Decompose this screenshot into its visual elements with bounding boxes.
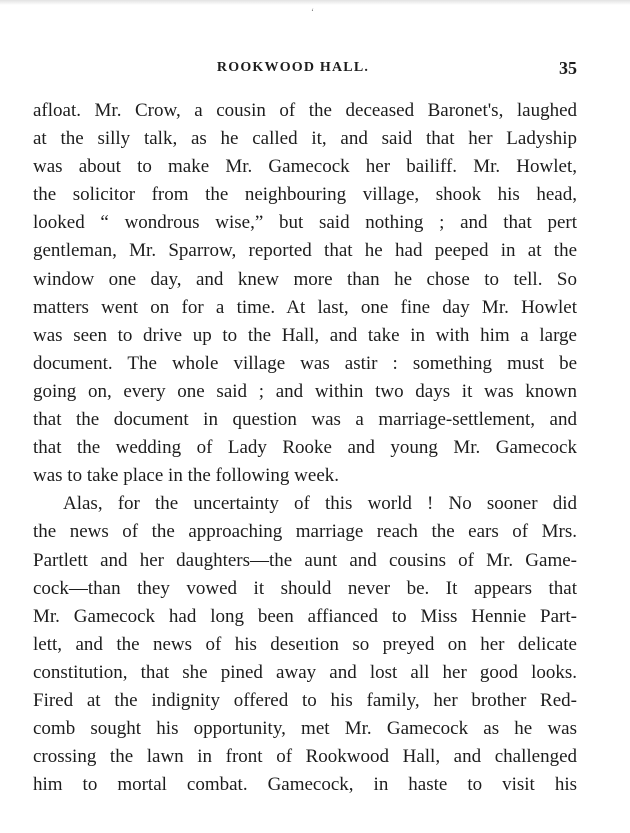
text-line: cock—than they vowed it should never be. It appears that [33, 577, 577, 599]
running-title: ROOKWOOD HALL. [216, 60, 370, 75]
text-line: constitution, that she pined away and lost all her good looks. [33, 661, 577, 683]
text-line: going on, every one said ; and within two days it was known [33, 380, 577, 402]
text-line: document. The whole village was astir : something must be [33, 352, 577, 374]
body-text [33, 97, 577, 799]
text-line: crossing the lawn in front of Rookwood Hall, and challenged [33, 746, 577, 768]
text-line: comb sought his opportunity, met Mr. Gamecock as he was [33, 718, 577, 740]
text-line: gentleman, Mr. Sparrow, reported that he had peeped in at the [33, 240, 577, 262]
text-line: was to take place in the following week. [33, 465, 340, 487]
text-line: was about to make Mr. Gamecock her bailiff. Mr. Howlet, [33, 156, 577, 178]
text-line: lett, and the news of his deseıtion so preyed on her delicate [33, 633, 577, 655]
text-line: window one day, and knew more than he chose to tell. So [33, 268, 577, 290]
page-number: 35 [559, 58, 577, 78]
text-line: that the document in question was a marriage-settlement, and [33, 409, 577, 431]
text-line: the solicitor from the neighbouring village, shook his head, [33, 184, 577, 206]
scan-speck: ‘ [311, 7, 314, 17]
text-line: looked “ wondrous wise,” but said nothing ; and that pert [33, 212, 577, 234]
paragraph-2 [33, 490, 577, 799]
text-line: the news of the approaching marriage reach the ears of Mrs. [33, 521, 577, 543]
text-line: afloat. Mr. Crow, a cousin of the deceased Baronet's, laughed [33, 100, 577, 121]
running-head [33, 60, 577, 80]
text-line: Alas, for the uncertainty of this world ! No sooner did [63, 493, 577, 515]
scan-edge [0, 0, 630, 5]
text-line: Partlett and her daughters—the aunt and cousins of Mr. Game- [33, 549, 577, 571]
text-line: was seen to drive up to the Hall, and take in with him a large [33, 324, 577, 346]
text-line: that the wedding of Lady Rooke and young Mr. Gamecock [33, 437, 577, 459]
text-line: at the silly talk, as he called it, and said that her Ladyship [33, 128, 577, 150]
text-line: him to mortal combat. Gamecock, in haste to visit his [33, 774, 577, 796]
text-line: Fired at the indignity offered to his family, her brother Red- [33, 689, 577, 711]
text-line: matters went on for a time. At last, one fine day Mr. Howlet [33, 296, 577, 318]
text-line: Mr. Gamecock had long been affianced to Miss Hennie Part- [33, 605, 577, 627]
paragraph-1 [33, 97, 577, 490]
